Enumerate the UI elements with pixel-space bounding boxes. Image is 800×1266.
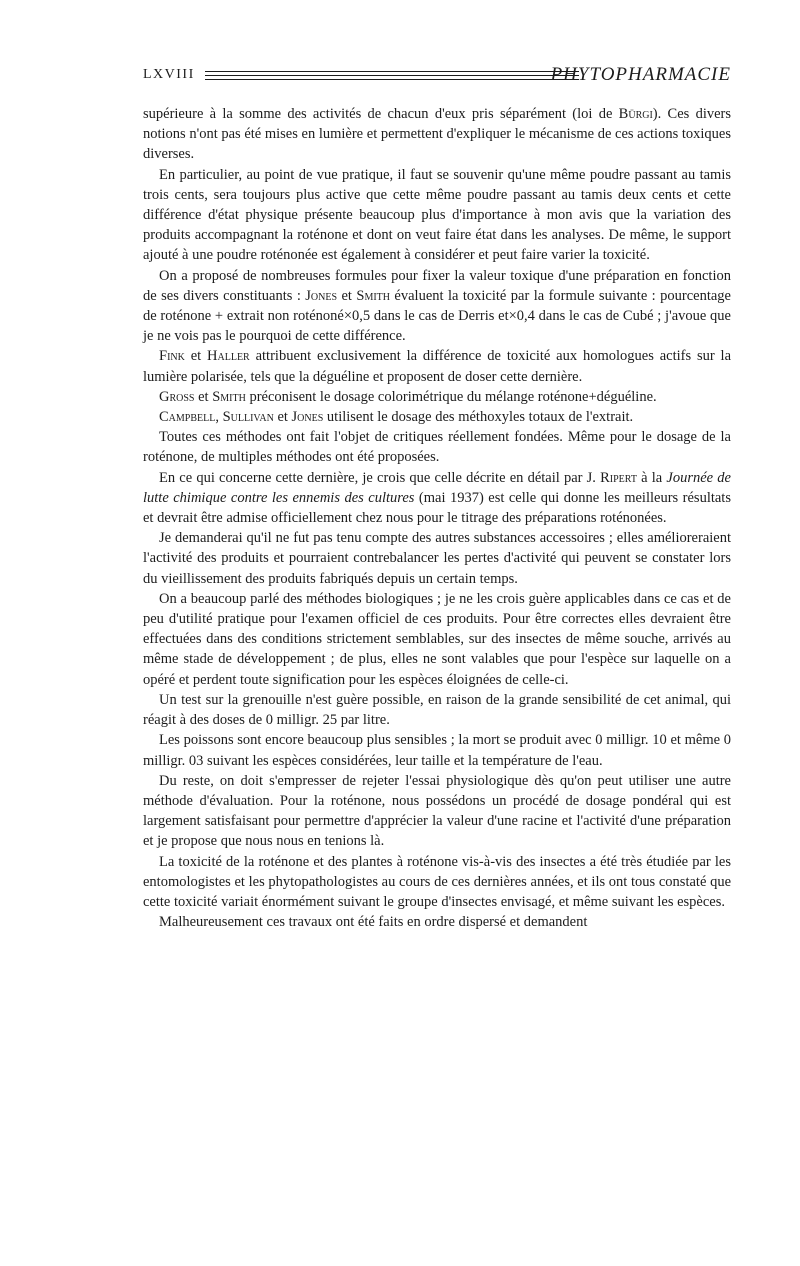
text-run: attribuent exclusivement la différence de toxicité aux homologues actifs sur la lumière polarisée, tels que la déguéline et proposent de doser cette dernière. <box>143 348 732 385</box>
paragraph-p2 <box>143 165 731 266</box>
text-run: à la <box>636 469 667 486</box>
running-title: PHYTOPHARMACIE <box>550 64 731 85</box>
text-run: et <box>184 348 208 365</box>
paragraph-p9 <box>143 528 731 589</box>
paragraph-p13 <box>143 771 731 852</box>
paragraph-p15 <box>143 912 731 932</box>
author-name: Smith <box>356 287 390 304</box>
text-run: En particulier, au point de vue pratique, il faut se souvenir qu'une même poudre passant au tamis trois cents, sera toujours plus active que cette même poudre passant au tamis deux cents et cette différence d'état physique présente beaucoup plus d'importance à mon avis que la variation des produits accompagnant la roténone et dont on veut faire état dans les analyses. De même, le support ajouté à une poudre roténonée est également à considérer et peut faire varier la toxicité. <box>143 166 731 264</box>
text-run: utilisent le dosage des méthoxyles totaux de l'extrait. <box>323 409 634 426</box>
text-run: et <box>194 388 213 405</box>
body-text <box>143 104 731 932</box>
text-run: évaluent la toxicité par la formule suivante : pourcentage de roténone + extrait non roténoné×0,5 dans le cas de Derris et×0,4 dans le cas de Cubé ; j'avoue que je ne vois pas le pourquoi de cette différence. <box>143 287 731 345</box>
author-name: Haller <box>207 348 250 365</box>
paragraph-p6 <box>143 407 731 427</box>
text-run: Toutes ces méthodes ont fait l'objet de critiques réellement fondées. Même pour le dosage de la roténone, de multiples méthodes ont été proposées. <box>143 429 731 466</box>
text-run: et <box>337 287 357 304</box>
paragraph-p1 <box>143 104 731 165</box>
text-run: ). Ces divers notions n'ont pas été mises en lumière et permettent d'expliquer le mécanisme de ces actions toxiques diverses. <box>143 106 732 163</box>
text-run: Du reste, on doit s'empresser de rejeter l'essai physiologique dès qu'on peut utiliser une autre méthode d'évaluation. Pour la roténone, nous possédons un procédé de dosage pondéral qui est largement satisfaisant pour permettre d'apprécier la valeur d'une racine et l'activité d'une préparation et je propose que nous nous en tenions là. <box>143 772 731 850</box>
text-run: (mai 1937) est celle qui donne les meilleurs résultats et devrait être admise officiellement chez nous pour le titrage des préparations roténonées. <box>143 489 731 527</box>
text-run: La toxicité de la roténone et des plantes à roténone vis-à-vis des insectes a été très étudiée par les entomologistes et les phytopathologistes au cours de ces dernières années, et ils ont tous constaté que cette toxicité variait énormément suivant le groupe d'insectes envisagé, et même suivant les espèces. <box>143 853 731 910</box>
italic-title: Journée de lutte chimique contre les ennemis des cultures <box>143 469 731 506</box>
paragraph-p4 <box>143 346 731 386</box>
author-name: Jones <box>305 287 338 304</box>
paragraph-p10 <box>143 589 731 690</box>
author-name: Campbell <box>159 409 216 426</box>
text-run: On a beaucoup parlé des méthodes biologiques ; je ne les crois guère applicables dans ce cas et de peu d'utilité pratique pour l'examen officiel de ces produits. Pour être correctes elles devraient être effectuées dans des conditions strictement semblables, sur des insectes de même souche, arrivés au même stade de développement ; de plus, elles ne sont valables que pour l'espèce sur laquelle on a opéré et perdent toute signification pour les espèces éloignées de celle-ci. <box>143 590 731 688</box>
paragraph-p12 <box>143 730 731 770</box>
text-run: , <box>215 409 223 426</box>
header-rule-middle <box>205 75 579 76</box>
text-run: supérieure à la somme des activités de chacun d'eux pris séparément (loi de <box>143 106 619 122</box>
author-name: Fink <box>159 348 185 365</box>
paragraph-p3 <box>143 266 731 347</box>
text-run: On a proposé de nombreuses formules pour fixer la valeur toxique d'une préparation en fonction de ses divers constituants : <box>143 267 731 304</box>
author-name: Jones <box>291 409 324 426</box>
paragraph-p11 <box>143 690 731 730</box>
paragraph-p7 <box>143 427 731 467</box>
author-name: Sullivan <box>222 409 274 426</box>
page-header <box>143 64 731 86</box>
paragraph-p8 <box>143 468 731 529</box>
text-run: En ce qui concerne cette dernière, je crois que celle décrite en détail par J. <box>159 469 601 486</box>
text-run: Les poissons sont encore beaucoup plus sensibles ; la mort se produit avec 0 milligr. 10 et même 0 milligr. 03 suivant les espèces considérées, leur taille et la température de l'eau. <box>143 732 731 769</box>
paragraph-p5 <box>143 387 731 407</box>
text-run: préconisent le dosage colorimétrique du mélange roténone+déguéline. <box>245 388 657 405</box>
author-name: Ripert <box>600 469 637 486</box>
author-name: Gross <box>159 388 195 405</box>
author-name: Smith <box>212 388 246 405</box>
text-run: Je demanderai qu'il ne fut pas tenu compte des autres substances accessoires ; elles amélioreraient l'activité des produits et pourraient contrebalancer les pertes d'activité qui peuvent se constater lors du vieillissement des produits fabriqués depuis un certain temps. <box>143 530 731 587</box>
text-run: Un test sur la grenouille n'est guère possible, en raison de la grande sensibilité de cet animal, qui réagit à des doses de 0 milligr. 25 par litre. <box>143 691 731 729</box>
header-rule-top <box>205 71 579 72</box>
text-run: Malheureusement ces travaux ont été faits en ordre dispersé et demandent <box>159 914 588 931</box>
author-name: Bürgi <box>618 106 653 122</box>
paragraph-p14 <box>143 852 731 913</box>
text-run: et <box>273 409 292 426</box>
page-number: LXVIII <box>143 67 195 82</box>
header-rule-bottom <box>205 79 579 80</box>
